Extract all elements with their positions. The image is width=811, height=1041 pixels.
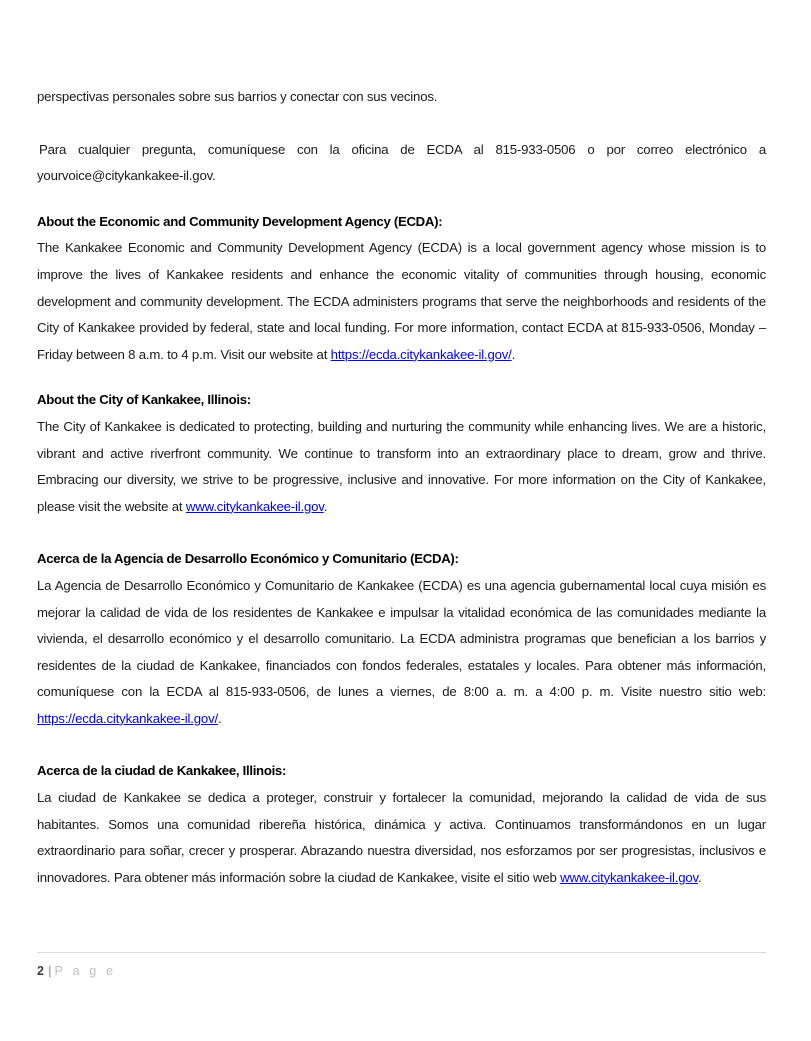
section-about-city-en	[37, 387, 766, 520]
city-website-link[interactable]: www.citykankakee-il.gov	[185, 498, 324, 514]
spacer	[37, 111, 766, 137]
footer-page-label: P a g e	[54, 964, 117, 978]
footer-page-number: 2	[37, 964, 44, 978]
section-body	[37, 414, 766, 520]
section-body-text: La ciudad de Kankakee se dedica a proteger, construir y fortalecer la comunidad, mejorando la calidad de vida de sus habitantes. Somos una comunidad ribereña histórica, dinámica y activa. Continuamos transformándonos en un lugar extraordinario para soñar, crecer y prosperar. Abrazando nuestra diversidad, nos esforzamos por ser progresistas, inclusivos e innovadores. Para obtener más información sobre la ciudad de Kankakee, visite el sitio web	[37, 790, 766, 885]
continued-paragraph: perspectivas personales sobre sus barrios y conectar con sus vecinos.	[37, 89, 438, 104]
section-body	[37, 785, 766, 891]
section-heading: Acerca de la ciudad de Kankakee, Illinois:	[37, 763, 287, 779]
footer-separator: |	[47, 964, 52, 978]
section-body-tail: .	[511, 346, 516, 362]
section-about-ecda-en	[37, 209, 766, 369]
footer-divider	[37, 952, 766, 953]
page-footer	[37, 952, 766, 979]
section-body	[37, 573, 766, 733]
ecda-website-link[interactable]: https://ecda.citykankakee-il.gov/	[330, 346, 512, 362]
spacer	[37, 520, 766, 546]
spacer	[37, 368, 766, 387]
section-body-text: La Agencia de Desarrollo Económico y Comunitario de Kankakee (ECDA) es una agencia gubernamental local cuya misión es mejorar la calidad de vida de los residentes de Kankakee e impulsar la vitalidad económica de las comunidades mediante la vivienda, el desarrollo económico y el desarrollo comunitario. La ECDA administra programas que benefician a los barrios y residentes de la ciudad de Kankakee, financiados con fondos federales, estatales y locales. Para obtener más información, comuníquese con la ECDA al 815-933-0506, de lunes a viernes, de 8:00 a. m. a 4:00 p. m. Visite nuestro sitio web:	[37, 577, 766, 700]
section-heading: About the Economic and Community Development Agency (ECDA):	[37, 213, 443, 229]
section-about-ecda-es	[37, 546, 766, 732]
section-heading: About the City of Kankakee, Illinois:	[37, 392, 251, 408]
section-body-tail: .	[323, 498, 328, 514]
section-body-tail: .	[697, 869, 702, 885]
city-website-link-es[interactable]: www.citykankakee-il.gov	[560, 869, 698, 885]
document-content	[37, 84, 766, 891]
footer-page-indicator	[37, 963, 766, 979]
section-body-text: The City of Kankakee is dedicated to protecting, building and nurturing the community while enhancing lives. We are a historic, vibrant and active riverfront community. We continue to transform into an extraordinary place to dream, grow and thrive. Embracing our diversity, we strive to be progressive, inclusive and innovative. For more information on the City of Kankakee, please visit the website at	[37, 418, 766, 514]
spacer	[37, 732, 766, 758]
section-body	[37, 235, 766, 368]
contact-paragraph: Para cualquier pregunta, comuníquese con la oficina de ECDA al 815-933-0506 o por correo electrónico a yourvoice@citykankakee-il.gov.	[37, 141, 766, 184]
ecda-website-link-es[interactable]: https://ecda.citykankakee-il.gov/	[37, 710, 218, 726]
section-heading: Acerca de la Agencia de Desarrollo Económico y Comunitario (ECDA):	[37, 551, 459, 567]
section-body-tail: .	[217, 710, 222, 726]
section-body-text: The Kankakee Economic and Community Development Agency (ECDA) is a local government agency whose mission is to improve the lives of Kankakee residents and enhance the economic vitality of communities through housing, economic development and community development. The ECDA administers programs that serve the neighborhoods and residents of the City of Kankakee provided by federal, state and local funding. For more information, contact ECDA at 815-933-0506, Monday – Friday between 8 a.m. to 4 p.m. Visit our website at	[37, 240, 766, 362]
spacer	[37, 190, 766, 209]
section-about-city-es	[37, 758, 766, 891]
